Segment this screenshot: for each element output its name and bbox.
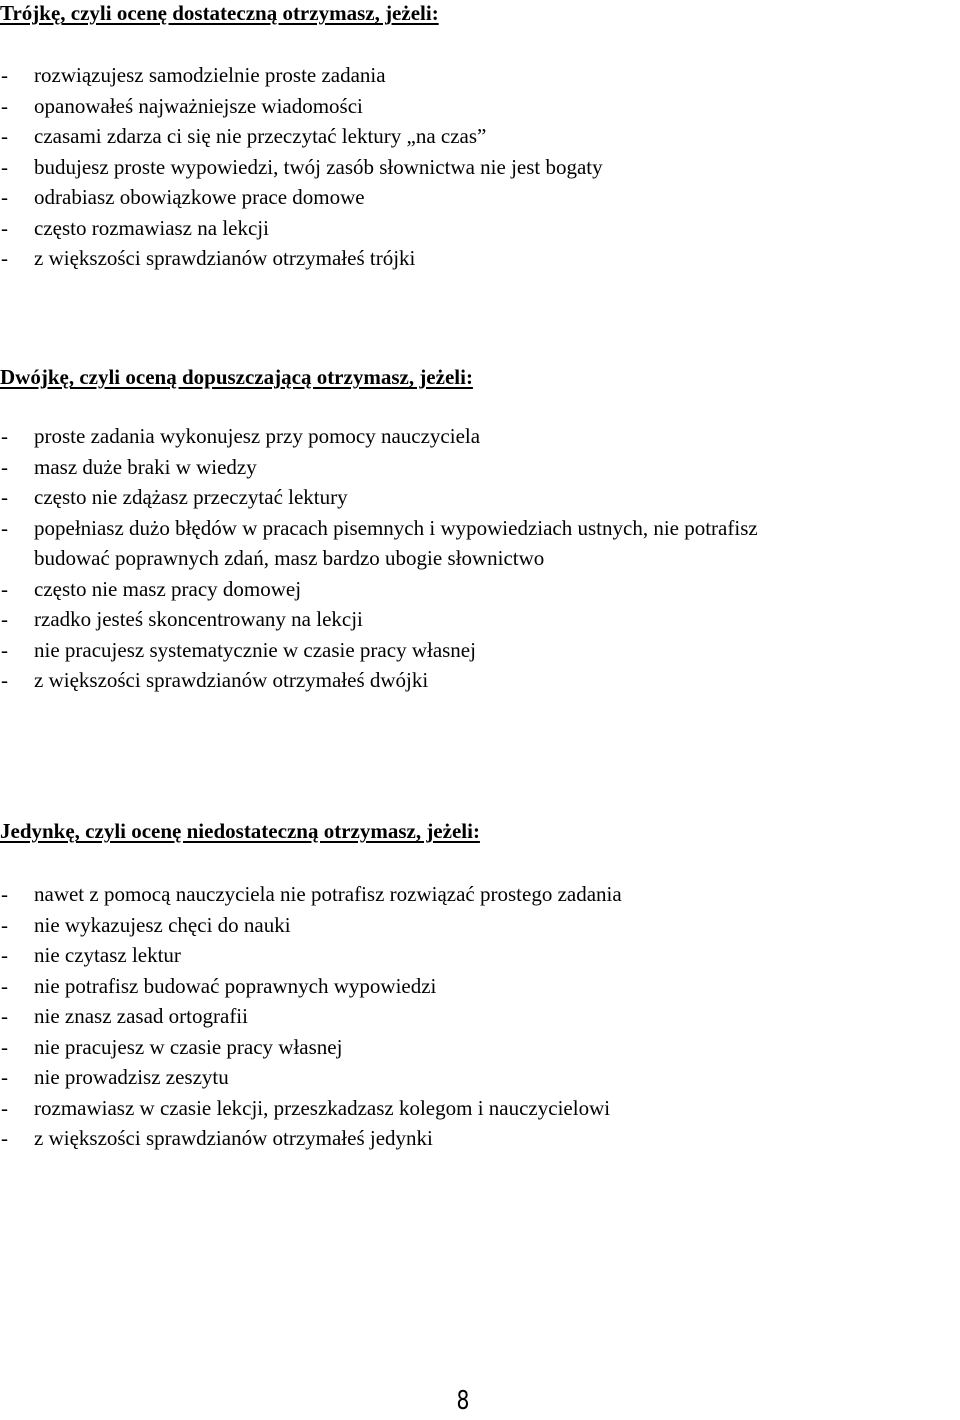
list-item: - budujesz proste wypowiedzi, twój zasób słownictwa nie jest bogaty [1,154,603,179]
list-item: - popełniasz dużo błędów w pracach pisemnych i wypowiedziach ustnych, nie potrafisz [1,515,758,540]
list-item: - nawet z pomocą nauczyciela nie potrafisz rozwiązać prostego zadania [1,882,622,906]
list-item: - nie prowadzisz zeszytu [1,1065,229,1089]
list-item: - rozmawiasz w czasie lekcji, przeszkadzasz kolegom i nauczycielowi [1,1095,611,1120]
section-grade-3 [0,0,960,274]
list-item: - nie czytasz lektur [1,943,181,967]
section-grade-1 [0,818,960,1154]
list-item: - z większości sprawdzianów otrzymałeś trójki [1,246,416,270]
section-heading: Dwójkę, czyli oceną dopuszczającą otrzymasz, jeżeli: [0,365,473,389]
list-item: - często nie masz pracy domowej [1,576,302,601]
section-grade-2 [0,364,960,696]
list-item: - nie pracujesz w czasie pracy własnej [1,1034,343,1059]
criteria-list [0,60,960,274]
list-item: - nie wykazujesz chęci do nauki [1,912,291,937]
list-item: - często rozmawiasz na lekcji [1,215,269,240]
list-item: - nie znasz zasad ortografii [1,1004,248,1028]
criteria-list [0,879,960,1154]
list-item-continuation: budować poprawnych zdań, masz bardzo ubogie słownictwo [34,546,545,570]
criteria-list [0,421,960,696]
list-item: - proste zadania wykonujesz przy pomocy nauczyciela [1,424,481,448]
list-item: - z większości sprawdzianów otrzymałeś dwójki [1,668,429,692]
section-heading: Jedynkę, czyli ocenę niedostateczną otrzymasz, jeżeli: [0,819,480,843]
list-item: - masz duże braki w wiedzy [1,454,257,479]
page-number: 8 [456,1386,470,1416]
list-item: - rzadko jesteś skoncentrowany na lekcji [1,607,363,631]
list-item: - nie potrafisz budować poprawnych wypowiedzi [1,973,437,998]
list-item: - często nie zdążasz przeczytać lektury [1,485,348,509]
list-item: - czasami zdarza ci się nie przeczytać lektury „na czas” [1,124,487,148]
section-heading: Trójkę, czyli ocenę dostateczną otrzymasz, jeżeli: [0,1,439,25]
list-item: - rozwiązujesz samodzielnie proste zadania [1,63,386,87]
list-item: - odrabiasz obowiązkowe prace domowe [1,185,365,209]
list-item: - nie pracujesz systematycznie w czasie pracy własnej [1,637,476,662]
list-item: - opanowałeś najważniejsze wiadomości [1,93,363,118]
list-item: - z większości sprawdzianów otrzymałeś jedynki [1,1126,433,1150]
